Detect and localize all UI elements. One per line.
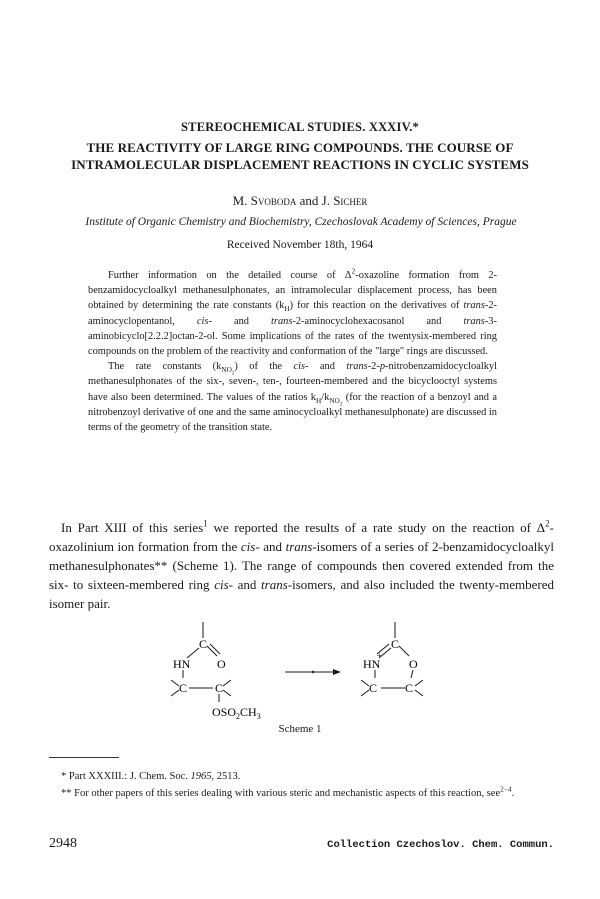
page-number: 2948 xyxy=(49,836,77,851)
text-run: Further information on the detailed course of Δ xyxy=(108,270,352,281)
article-title xyxy=(18,139,582,173)
italic-run: trans xyxy=(261,577,288,592)
text-run: CH xyxy=(240,705,257,719)
footnote-marker: ** xyxy=(61,787,75,799)
affiliation: Institute of Organic Chemistry and Biochemistry, Czechoslovak Academy of Sciences, Prague xyxy=(85,216,517,228)
italic-run: trans xyxy=(463,315,485,327)
footnote-marker: * xyxy=(61,771,69,782)
subscript: 2 xyxy=(231,370,235,377)
italic-run: cis xyxy=(293,361,306,373)
reaction-scheme xyxy=(155,620,455,740)
text-run: - and xyxy=(305,361,347,373)
italic-run: trans xyxy=(285,539,313,554)
text-run: OSO xyxy=(212,705,237,719)
abstract-paragraph-2 xyxy=(88,359,497,435)
subscript: 2 xyxy=(339,401,343,408)
bond xyxy=(415,680,423,686)
italic-run: cis xyxy=(196,315,209,327)
text-run: - and xyxy=(228,577,262,592)
bond xyxy=(361,680,369,686)
italic-run: trans xyxy=(271,315,293,327)
reference-marker: 2−4 xyxy=(500,784,512,793)
text-run: -2-aminocyclohexacosanol and xyxy=(292,315,464,327)
charge-label: + xyxy=(377,651,382,660)
authors xyxy=(0,193,600,209)
page-footer xyxy=(49,836,554,856)
bond xyxy=(171,690,179,696)
author-1-surname: Svoboda xyxy=(250,193,297,208)
text-run: In Part XIII of this series xyxy=(61,520,204,535)
italic-run: cis xyxy=(214,577,229,592)
text-run: -nitrobenzamidocycloalkyl methanesulphonates of the six-, seven-, ten-, fourteen-membered and the bicyclooctyl systems have also been determined. The values of the ratios k xyxy=(88,361,497,403)
abstract-paragraph-1 xyxy=(88,268,497,359)
bond xyxy=(361,690,369,696)
text-run: Part XXXIII.: J. Chem. Soc. xyxy=(68,771,191,782)
subscript: H xyxy=(315,396,322,405)
text-run: ) for this reaction on the derivatives of xyxy=(289,300,464,312)
text-run: we reported the results of a rate study on the reaction of Δ xyxy=(207,520,546,535)
text-run: -isomers, and also included the twenty-membered isomer pair. xyxy=(49,577,554,611)
substituent-label xyxy=(212,705,261,721)
bond xyxy=(171,680,179,686)
italic-run: 1965 xyxy=(190,771,212,782)
bond xyxy=(415,690,423,696)
subscript: 3 xyxy=(256,712,261,721)
italic-run: trans xyxy=(463,300,485,312)
author-1-initial: M. xyxy=(232,193,251,208)
text-run: (for the reaction of a benzoyl and a nitrobenzoyl derivative of one and the same aminocycloalkyl methanesulphonate) are discussed in terms of the geometry of the transition state. xyxy=(88,391,497,434)
received-date: Received November 18th, 1964 xyxy=(226,239,374,251)
atom-label: HN xyxy=(173,657,191,671)
atom-label: C xyxy=(391,637,400,651)
atom-label: C xyxy=(405,681,414,695)
bond xyxy=(223,690,231,696)
subscript: 2 xyxy=(236,712,241,721)
title-line-2: INTRAMOLECULAR DISPLACEMENT REACTIONS IN CYCLIC SYSTEMS xyxy=(71,157,529,172)
atom-label: C xyxy=(179,681,188,695)
text-run: - and xyxy=(208,315,272,327)
footnote-2 xyxy=(49,784,554,802)
superscript: 2 xyxy=(545,518,550,529)
text-run: - and xyxy=(255,539,286,554)
footnotes xyxy=(49,770,554,803)
footnote-1 xyxy=(49,770,554,785)
subscript xyxy=(329,396,343,408)
text-run: . xyxy=(511,787,515,799)
atom-label: O xyxy=(217,657,226,671)
authors-conjunction: and xyxy=(296,193,322,208)
body-paragraph xyxy=(49,518,554,613)
title-line-1: THE REACTIVITY OF LARGE RING COMPOUNDS. THE COURSE OF xyxy=(86,140,514,155)
bond xyxy=(223,680,231,686)
author-2-surname: Sicher xyxy=(333,193,368,208)
text-run: , 2513. xyxy=(211,771,241,782)
italic-run: cis xyxy=(240,539,256,554)
text-run: The rate constants (k xyxy=(108,361,222,373)
atom-label: C xyxy=(215,681,224,695)
text-run: For other papers of this series dealing with various steric and mechanistic aspects of this reaction, see xyxy=(74,787,501,799)
bond xyxy=(207,646,217,656)
text-run: -2- xyxy=(367,361,380,373)
bond xyxy=(399,646,409,656)
atom-label: O xyxy=(409,657,418,671)
atom-label: HN xyxy=(363,657,381,671)
italic-run: trans xyxy=(346,361,368,373)
reference-marker: 1 xyxy=(203,518,208,529)
text-run: -oxazoline formation from 2-benzamidocycloalkyl methanesulphonates, an intramolecular displacement process, has been obtained by determining the rate constants (k xyxy=(88,270,497,312)
text-run: -3-aminobicyclo[2.2.2]octan-2-ol. Some implications of the rates of the twentysix-membered ring compounds on the problem of the reactivity and conformation of the "large" rings are discussed. xyxy=(88,315,497,358)
bond xyxy=(210,644,220,654)
text-run: /k xyxy=(321,391,330,403)
bond xyxy=(411,670,413,678)
text-run: NO xyxy=(221,366,232,375)
author-2-initial: J. xyxy=(321,193,334,208)
footnote-divider xyxy=(49,757,119,758)
series-heading: STEREOCHEMICAL STUDIES. XXXIV.* xyxy=(181,120,419,134)
text-run: -oxazolinium ion formation from the xyxy=(49,520,554,554)
atom-label: C xyxy=(369,681,378,695)
body-text xyxy=(49,518,554,613)
scheme-caption: Scheme 1 xyxy=(278,723,322,735)
atom-label: C xyxy=(199,637,208,651)
subscript xyxy=(221,366,235,377)
superscript: 2 xyxy=(351,267,356,276)
subscript: H xyxy=(284,305,290,314)
reaction-arrow xyxy=(285,669,341,675)
abstract xyxy=(88,268,497,435)
journal-name: Collection Czechoslov. Chem. Commun. xyxy=(327,839,554,851)
text-run: ) of the xyxy=(234,361,294,373)
italic-run: p xyxy=(379,361,386,373)
text-run: -2-aminocyclopentanol, xyxy=(88,300,497,327)
text-run: NO xyxy=(329,396,340,405)
text-run: -isomers of a series of 2-benzamidocycloalkyl methanesulphonates** (Scheme 1). The range of compounds then covered extended from the six- to sixteen-membered ring xyxy=(49,539,554,592)
